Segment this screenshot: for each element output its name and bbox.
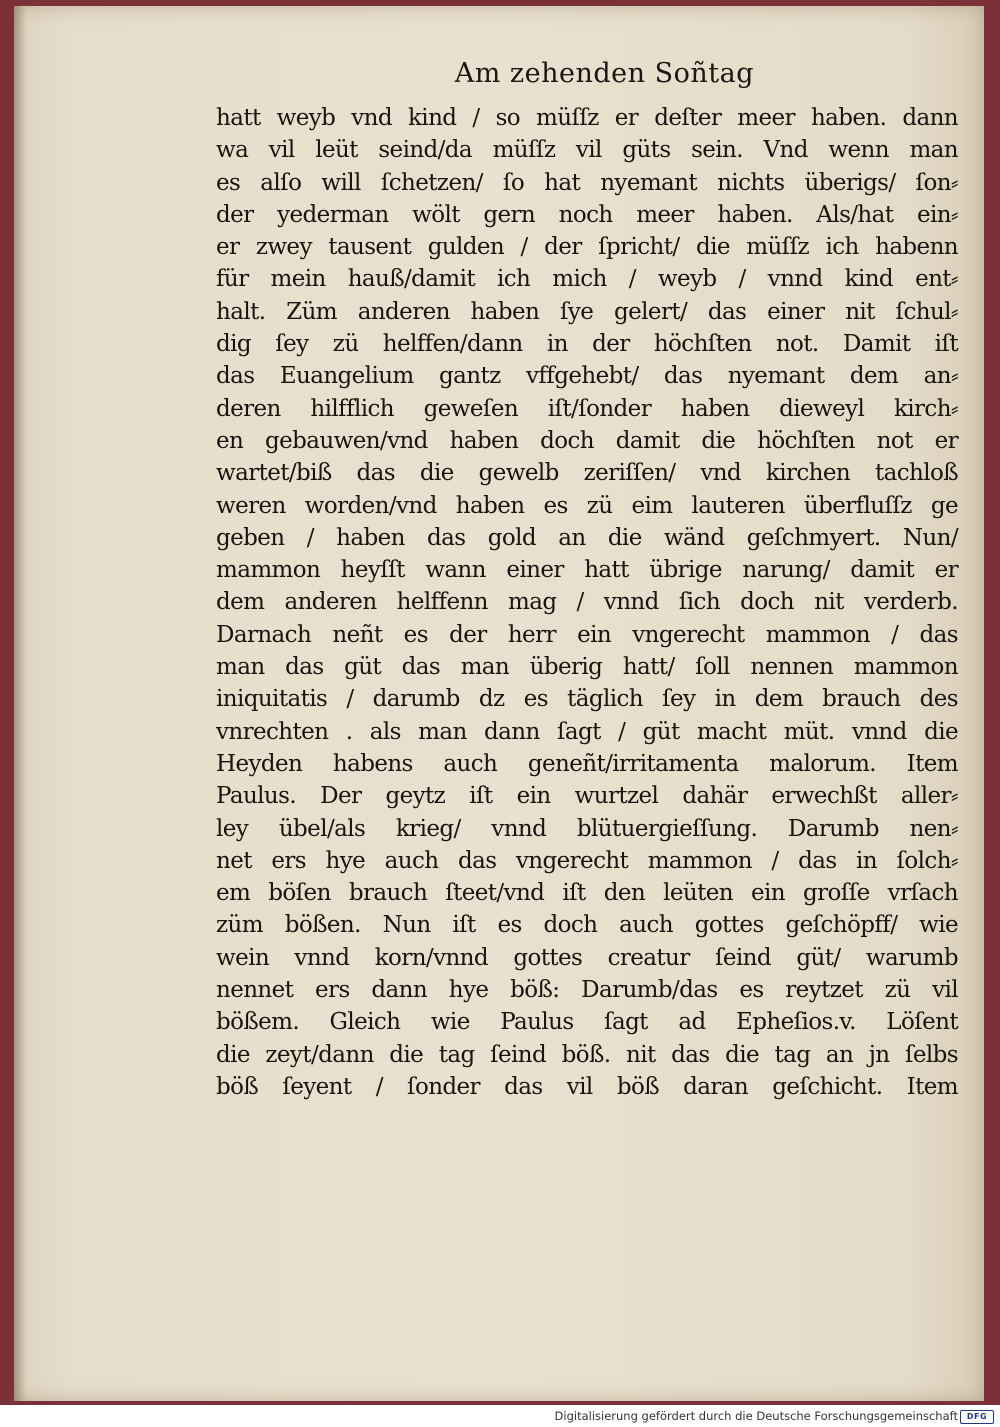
text-line: hatt weyb vnd kind / so müſſz er deſter meer haben. dann: [216, 105, 958, 131]
text-line: deren hilfflich geweſen iſt/ſonder haben dieweyl kirch⸗: [216, 395, 958, 422]
text-line: ley übel/als krieg/ vnnd blütuergieſſung. Darumb nen⸗: [216, 815, 958, 842]
text-line: bößem. Gleich wie Paulus ſagt ad Epheſios.v. Löſent: [216, 1009, 958, 1036]
text-line: Paulus. Der geytz iſt ein wurtzel dahär erwechßt aller⸗: [216, 783, 958, 810]
text-line: vnrechten . als man dann ſagt / güt macht müt. vnnd die: [216, 718, 958, 745]
text-line: en gebauwen/vnd haben doch damit die höchſten not er: [216, 427, 958, 454]
book-page: [14, 6, 984, 1401]
text-line: Heyden habens auch geneñt/irritamenta malorum. Item: [216, 750, 958, 777]
text-line: dem anderen helffenn mag / vnnd ſich doch nit verderb.: [216, 589, 958, 616]
text-line: dig ſey zü helffen/dann in der höchſten not. Damit iſt: [216, 331, 958, 358]
dfg-logo: DFG: [960, 1410, 994, 1424]
running-head: Am zehenden Soñtag: [454, 58, 754, 89]
footer-credit: Digitalisierung gefördert durch die Deutsche Forschungsgemeinschaft: [554, 1409, 958, 1423]
body-text: [216, 102, 958, 1103]
text-line: er zwey tausent gulden / der ſpricht/ die müſſz ich habenn: [216, 234, 958, 261]
text-line: Darnach neñt es der herr ein vngerecht mammon / das: [216, 621, 958, 648]
text-line: iniquitatis / darumb dz es täglich ſey in dem brauch des: [216, 686, 958, 713]
text-line: nennet ers dann hye böß: Darumb/das es reytzet zü vil: [216, 977, 958, 1004]
text-line: das Euangelium gantz vffgehebt/ das nyemant dem an⸗: [216, 363, 958, 390]
text-line: es alſo will ſchetzen/ ſo hat nyemant nichts überigs/ ſon⸗: [216, 169, 958, 196]
text-line: em böſen brauch ſteet/vnd iſt den leüten ein groſſe vrſach: [216, 880, 958, 907]
text-line: geben / haben das gold an die wänd geſchmyert. Nun/: [216, 524, 958, 551]
text-line: man das güt das man überig hatt/ ſoll nennen mammon: [216, 654, 958, 681]
footer: [0, 1405, 1000, 1427]
text-line: wartet/biß das die gewelb zeriſſen/ vnd kirchen tachloß: [216, 460, 958, 487]
text-line: wein vnnd korn/vnnd gottes creatur ſeind güt/ warumb: [216, 944, 958, 971]
text-line: wa vil leüt seind/da müſſz vil güts sein. Vnd wenn man: [216, 137, 958, 164]
text-line: halt. Züm anderen haben ſye gelert/ das einer nit ſchul⸗: [216, 298, 958, 325]
text-line: die zeyt/dann die tag ſeind böß. nit das die tag an jn ſelbs: [216, 1041, 958, 1068]
text-line: für mein hauß/damit ich mich / weyb / vnnd kind ent⸗: [216, 266, 958, 293]
text-line: mammon heyſſt wann einer hatt übrige narung/ damit er: [216, 557, 958, 584]
text-line: weren worden/vnd haben es zü eim lauteren überfluſſz ge: [216, 492, 958, 519]
text-line: böß ſeyent / ſonder das vil böß daran geſchicht. Item: [216, 1073, 958, 1100]
text-line: der yederman wölt gern noch meer haben. Als/hat ein⸗: [216, 201, 958, 228]
text-line: züm bößen. Nun iſt es doch auch gottes geſchöpff/ wie: [216, 912, 958, 939]
text-line: net ers hye auch das vngerecht mammon / das in ſolch⸗: [216, 847, 958, 874]
